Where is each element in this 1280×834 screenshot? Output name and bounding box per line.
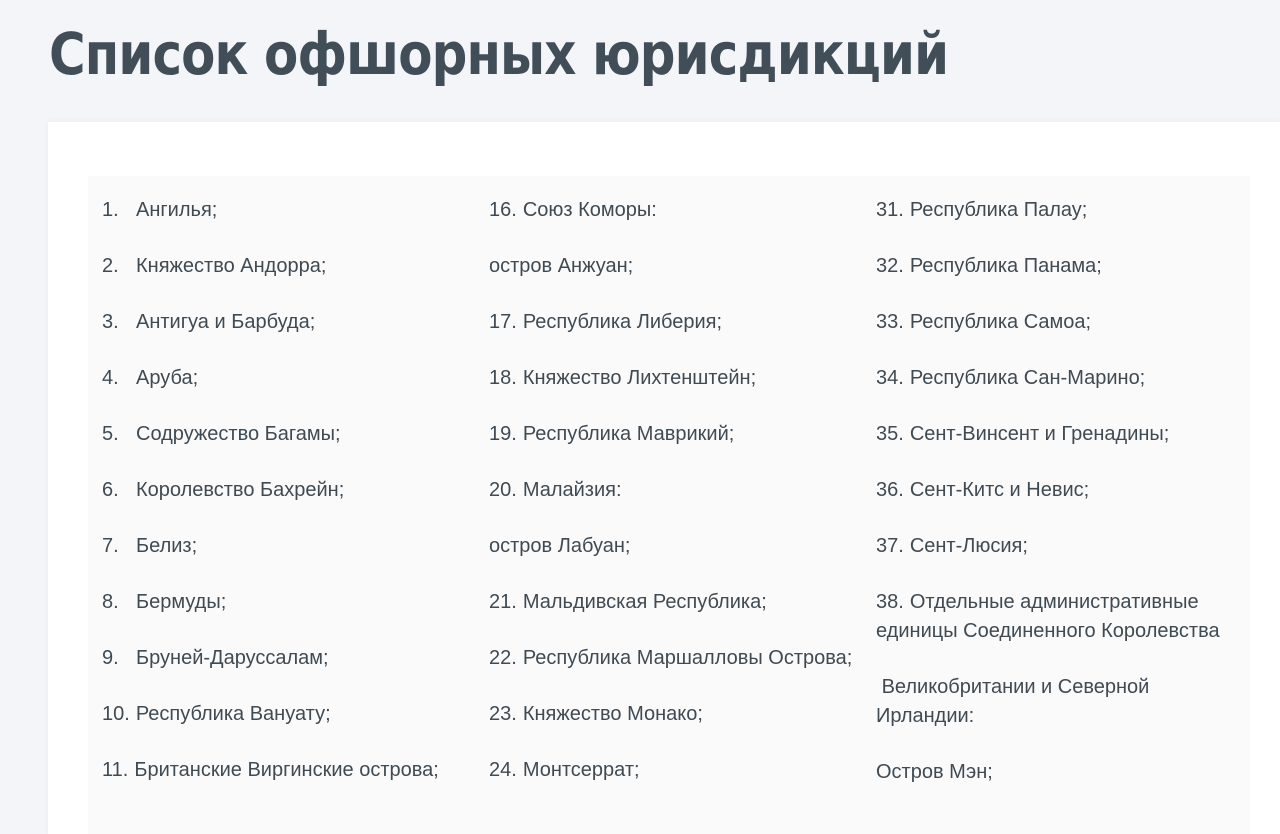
list-item: 36. Сент-Китс и Невис; — [876, 479, 1090, 501]
list-column-2 — [489, 196, 859, 812]
list-item: 3. Антигуа и Барбуда; — [102, 311, 316, 333]
list-item: 33. Республика Самоа; — [876, 311, 1092, 333]
list-item: Великобритании и Северной Ирландии: — [876, 676, 1155, 727]
list-item: 2. Княжество Андорра; — [102, 255, 327, 277]
list-item: 24. Монтсеррат; — [489, 759, 640, 781]
list-item: 37. Сент-Люсия; — [876, 535, 1028, 557]
list-item: 16. Союз Коморы: — [489, 199, 657, 221]
list-item: 19. Республика Маврикий; — [489, 423, 735, 445]
list-column-1 — [102, 196, 472, 812]
list-item: 21. Мальдивская Республика; — [489, 591, 767, 613]
list-item: 5. Содружество Багамы; — [102, 423, 341, 445]
page-title: Список офшорных юрисдикций — [49, 20, 949, 88]
list-item: 8. Бермуды; — [102, 591, 227, 613]
list-item: 1. Ангилья; — [102, 199, 218, 221]
list-item: 31. Республика Палау; — [876, 199, 1088, 221]
list-item: 18. Княжество Лихтенштейн; — [489, 367, 757, 389]
list-item: 7. Белиз; — [102, 535, 198, 557]
list-item: 22. Республика Маршалловы Острова; — [489, 647, 853, 669]
list-item: 32. Республика Панама; — [876, 255, 1102, 277]
list-item: 11. Британские Виргинские острова; — [102, 759, 439, 781]
list-item: 20. Малайзия: — [489, 479, 622, 501]
list-item: 9. Бруней-Даруссалам; — [102, 647, 329, 669]
list-item: 34. Республика Сан-Марино; — [876, 367, 1146, 389]
list-item: Остров Мэн; — [876, 761, 993, 783]
list-item: 38. Отдельные административные единицы Соединенного Королевства — [876, 591, 1220, 642]
list-item: 17. Республика Либерия; — [489, 311, 723, 333]
list-item: 35. Сент-Винсент и Гренадины; — [876, 423, 1170, 445]
list-item: 10. Республика Вануату; — [102, 703, 331, 725]
list-item: остров Анжуан; — [489, 255, 634, 277]
list-column-3 — [876, 196, 1266, 814]
list-item: 23. Княжество Монако; — [489, 703, 703, 725]
list-item: 4. Аруба; — [102, 367, 199, 389]
list-item: остров Лабуан; — [489, 535, 631, 557]
list-item: 6. Королевство Бахрейн; — [102, 479, 345, 501]
